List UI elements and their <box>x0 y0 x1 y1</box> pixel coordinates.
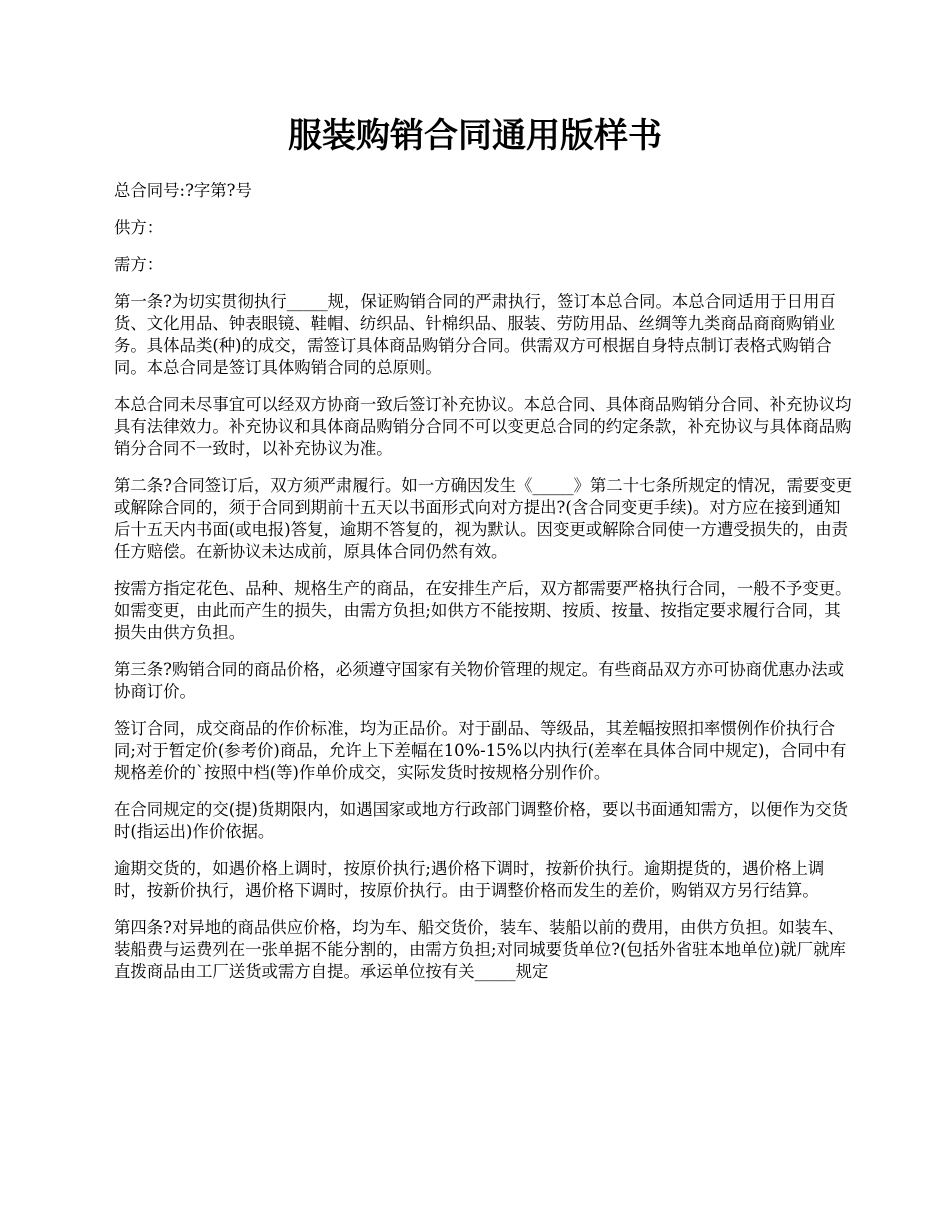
paragraph-article-2: 第二条?合同签订后，双方须严肃履行。如一方确因发生《_____》第二十七条所规定的情况，需要变更或解除合同的，须于合同到期前十五天以书面形式向对方提出?(含合同变更手续)。对方应在接到通知后十五天内书面(或电报)答复，逾期不答复的，视为默认。因变更或解除合同使一方遭受损失的，由责任方赔偿。在新协议未达成前，原具体合同仍然有效。 <box>114 476 853 561</box>
paragraph-article-4: 第四条?对异地的商品供应价格，均为车、船交货价，装车、装船以前的费用，由供方负担。如装车、装船费与运费列在一张单据不能分割的，由需方负担;对同城要货单位?(包括外省驻本地单位)就厂就库直拨商品由工厂送货或需方自提。承运单位按有关_____规定 <box>114 918 846 981</box>
paragraph-price-adjustment: 在合同规定的交(提)货期限内，如遇国家或地方行政部门调整价格，要以书面通知需方，以便作为交货时(指运出)作价依据。 <box>114 800 848 841</box>
paragraph-article-3: 第三条?购销合同的商品价格，必须遵守国家有关物价管理的规定。有些商品双方亦可协商优惠办法或协商订价。 <box>114 660 844 701</box>
paragraph-late-delivery: 逾期交货的，如遇价格上调时，按原价执行;遇价格下调时，按新价执行。逾期提货的，遇价格上调时，按新价执行，遇价格下调时，按原价执行。由于调整价格而发生的差价，购销双方另行结算。 <box>114 859 825 900</box>
document-title: 服装购销合同通用版样书 <box>288 116 662 156</box>
paragraph-article-1: 第一条?为切实贯彻执行_____规，保证购销合同的严肃执行，签订本总合同。本总合同适用于日用百货、文化用品、钟表眼镜、鞋帽、纺织品、针棉织品、服装、劳防用品、丝绸等九类商品商商购销业务。具体品类(种)的成交，需签订具体商品购销分合同。供需双方可根据自身特点制订表格式购销合同。本总合同是签订具体购销合同的总原则。 <box>114 292 836 377</box>
paragraph-supplementary-agreement: 本总合同未尽事宜可以经双方协商一致后签订补充协议。本总合同、具体商品购销分合同、补充协议均具有法律效力。补充协议和具体商品购销分合同不可以变更总合同的约定条款，补充协议与具体商品购销分合同不一致时，以补充协议为准。 <box>114 395 852 458</box>
document-body <box>114 180 854 998</box>
paragraph-buyer: 需方： <box>114 255 164 274</box>
paragraph-pricing-standard: 签订合同，成交商品的作价标准，均为正品价。对于副品、等级品，其差幅按照扣率惯例作价执行合同;对于暂定价(参考价)商品，允许上下差幅在10%-15%以内执行(差率在具体合同中规定)，合同中有规格差价的`按照中档(等)作单价成交，实际发货时按规格分别作价。 <box>114 719 847 782</box>
paragraph-supplier: 供方： <box>114 218 164 237</box>
paragraph-custom-goods: 按需方指定花色、品种、规格生产的商品，在安排生产后，双方都需要严格执行合同，一般不予变更。如需变更，由此而产生的损失，由需方负担;如供方不能按期、按质、按量、按指定要求履行合同，其损失由供方负担。 <box>114 579 852 642</box>
paragraph-contract-number: 总合同号:?字第?号 <box>114 181 252 200</box>
